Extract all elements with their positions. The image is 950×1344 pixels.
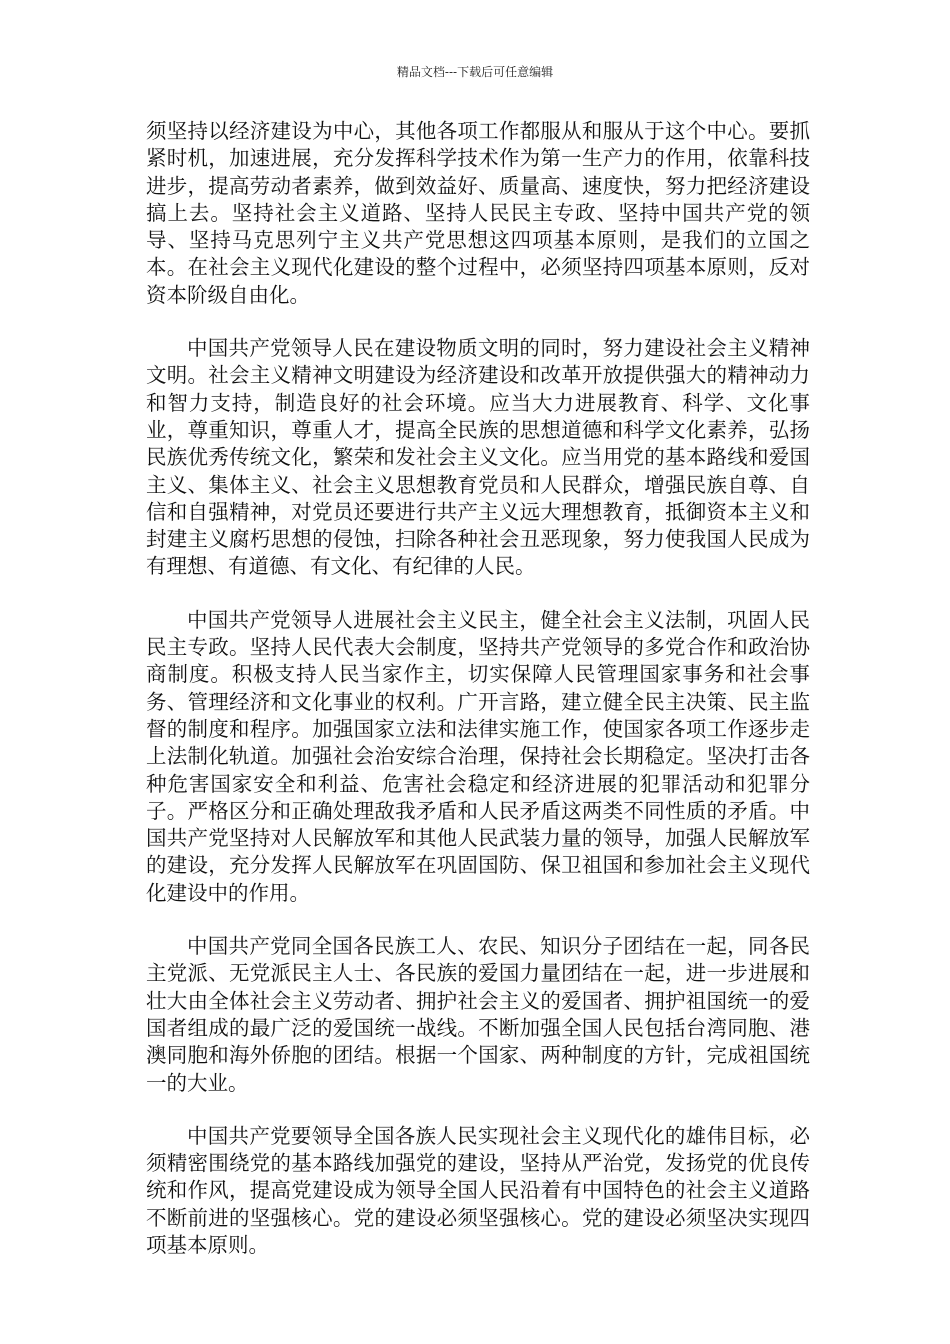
paragraph-5: 中国共产党要领导全国各族人民实现社会主义现代化的雄伟目标，必须精密围绕党的基本路线加强党的建设，坚持从严治党，发扬党的优良传统和作风，提高党建设成为领导全国人民沿着有中国特色的社会主义道路不断前进的坚强核心。党的建设必须坚强核心。党的建设必须坚决实现四项基本原则。 [146,1123,810,1257]
paragraph-1: 须坚持以经济建设为中心，其他各项工作都服从和服从于这个中心。要抓紧时机，加速进展，充分发挥科学技术作为第一生产力的作用，依靠科技进步，提高劳动者素养，做到效益好、质量高、速度快，努力把经济建设搞上去。坚持社会主义道路、坚持人民民主专政、坚持中国共产党的领导、坚持马克思列宁主义共产党思想这四项基本原则，是我们的立国之本。在社会主义现代化建设的整个过程中，必须坚持四项基本原则，反对资本阶级自由化。 [146,119,810,307]
page-header: 精品文档---下载后可任意编辑 [396,65,554,79]
paragraph-2: 中国共产党领导人民在建设物质文明的同时，努力建设社会主义精神文明。社会主义精神文明建设为经济建设和改革开放提供强大的精神动力和智力支持，制造良好的社会环境。应当大力进展教育、科学、文化事业，尊重知识，尊重人才，提高全民族的思想道德和科学文化素养，弘扬民族优秀传统文化，繁荣和发社会主义文化。应当用党的基本路线和爱国主义、集体主义、社会主义思想教育党员和人民群众，增强民族自尊、自信和自强精神，对党员还要进行共产主义远大理想教育，抵御资本主义和封建主义腐朽思想的侵蚀，扫除各种社会丑恶现象，努力使我国人民成为有理想、有道德、有文化、有纪律的人民。 [146,336,810,579]
paragraph-3: 中国共产党领导人进展社会主义民主，健全社会主义法制，巩固人民民主专政。坚持人民代表大会制度，坚持共产党领导的多党合作和政治协商制度。积极支持人民当家作主，切实保障人民管理国家事务和社会事务、管理经济和文化事业的权利。广开言路，建立健全民主决策、民主监督的制度和程序。加强国家立法和法律实施工作，使国家各项工作逐步走上法制化轨道。加强社会治安综合治理，保持社会长期稳定。坚决打击各种危害国家安全和利益、危害社会稳定和经济进展的犯罪活动和犯罪分子。严格区分和正确处理敌我矛盾和人民矛盾这两类不同性质的矛盾。中国共产党坚持对人民解放军和其他人民武装力量的领导，加强人民解放军的建设，充分发挥人民解放军在巩固国防、保卫祖国和参加社会主义现代化建设中的作用。 [146,607,810,905]
paragraph-4: 中国共产党同全国各民族工人、农民、知识分子团结在一起，同各民主党派、无党派民主人士、各民族的爱国力量团结在一起，进一步进展和壮大由全体社会主义劳动者、拥护社会主义的爱国者、拥护祖国统一的爱国者组成的最广泛的爱国统一战线。不断加强全国人民包括台湾同胞、港澳同胞和海外侨胞的团结。根据一个国家、两种制度的方针，完成祖国统一的大业。 [146,934,810,1095]
document-body [146,118,810,1259]
